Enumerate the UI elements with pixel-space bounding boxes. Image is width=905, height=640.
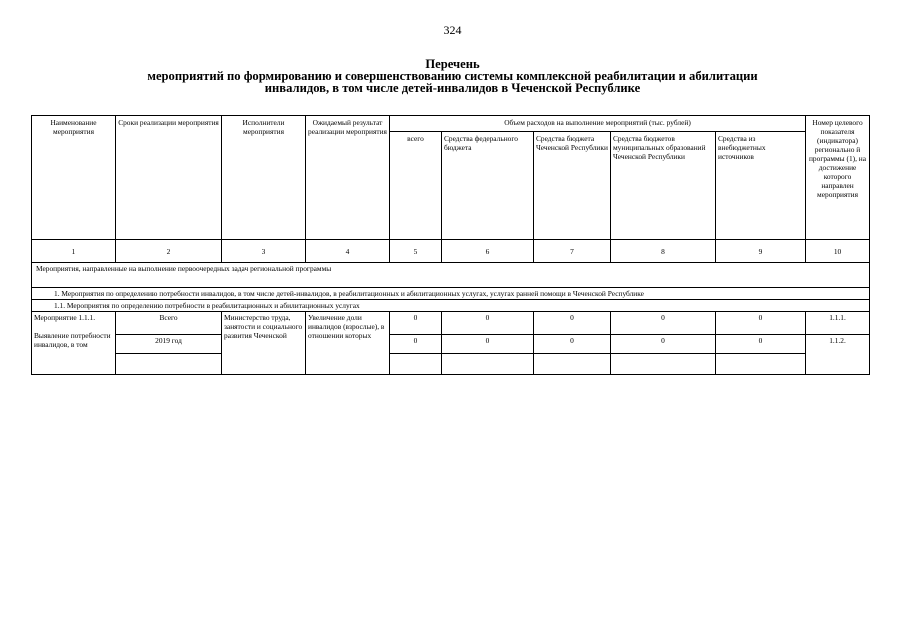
value-cell: 0	[716, 335, 806, 354]
column-number-row	[32, 240, 870, 263]
header-executors: Исполнители мероприятия	[222, 116, 306, 240]
empty-cell	[442, 354, 534, 375]
measure-result: Увеличение доли инвалидов (взрослые), в отношении которых	[306, 312, 390, 375]
header-total: всего	[390, 132, 442, 240]
term-cell: 2019 год	[116, 335, 222, 354]
value-cell: 0	[716, 312, 806, 335]
indicator-cell: 1.1.1.	[806, 312, 870, 335]
empty-cell	[116, 354, 222, 375]
value-cell: 0	[534, 312, 611, 335]
value-cell: 0	[390, 312, 442, 335]
section-1: 1. Мероприятия по определению потребности инвалидов, в том числе детей-инвалидов, в реабилитационных и абилитационных услугах, услугах ранней помощи в Чеченской Республике	[32, 288, 870, 300]
header-indicator: Номер целевого показателя (индикатора) регионально й программы (1), на достижение которого направлен мероприятия	[806, 116, 870, 240]
value-cell: 0	[442, 312, 534, 335]
column-number: 1	[32, 240, 116, 263]
indicator-cell: 1.1.2.	[806, 335, 870, 375]
value-cell: 0	[611, 335, 716, 354]
page-number: 324	[443, 23, 462, 37]
empty-cell	[611, 354, 716, 375]
header-terms: Сроки реализации мероприятия	[116, 116, 222, 240]
section-main: Мероприятия, направленные на выполнение первоочередных задач региональной программы	[32, 263, 870, 288]
title-line-1: Перечень	[425, 57, 480, 71]
value-cell: 0	[442, 335, 534, 354]
header-extrabudget: Средства из внебюджетных источников	[716, 132, 806, 240]
title-line-3: инвалидов, в том числе детей-инвалидов в Чеченской Республике	[264, 81, 641, 95]
section-1-1: 1.1. Мероприятия по определению потребности в реабилитационных и абилитационных услугах	[32, 300, 870, 312]
column-number: 9	[716, 240, 806, 263]
value-cell: 0	[534, 335, 611, 354]
title-line-2: мероприятий по формированию и совершенствованию системы комплексной реабилитации и абилитации	[147, 69, 758, 83]
document-title	[60, 58, 845, 94]
column-number: 3	[222, 240, 306, 263]
column-number: 2	[116, 240, 222, 263]
header-federal: Средства федерального бюджета	[442, 132, 534, 240]
header-municipal: Средства бюджетов муниципальных образований Чеченской Республики	[611, 132, 716, 240]
column-number: 5	[390, 240, 442, 263]
empty-cell	[534, 354, 611, 375]
header-republic: Средства бюджета Чеченской Республики	[534, 132, 611, 240]
empty-cell	[390, 354, 442, 375]
measures-table	[31, 115, 870, 375]
measure-name: Мероприятие 1.1.1. Выявление потребности инвалидов, в том	[32, 312, 116, 375]
empty-cell	[716, 354, 806, 375]
column-number: 6	[442, 240, 534, 263]
value-cell: 0	[611, 312, 716, 335]
term-cell: Всего	[116, 312, 222, 335]
header-result: Ожидаемый результат реализации мероприятия	[306, 116, 390, 240]
column-number: 8	[611, 240, 716, 263]
column-number: 10	[806, 240, 870, 263]
measures-table-wrap	[31, 115, 869, 375]
measure-executor: Министерство труда, занятости и социального развития Чеченской	[222, 312, 306, 375]
column-number: 7	[534, 240, 611, 263]
header-volume-group: Объем расходов на выполнение мероприятий (тыс. рублей)	[390, 116, 806, 132]
header-name: Наименование мероприятия	[32, 116, 116, 240]
column-number: 4	[306, 240, 390, 263]
value-cell: 0	[390, 335, 442, 354]
